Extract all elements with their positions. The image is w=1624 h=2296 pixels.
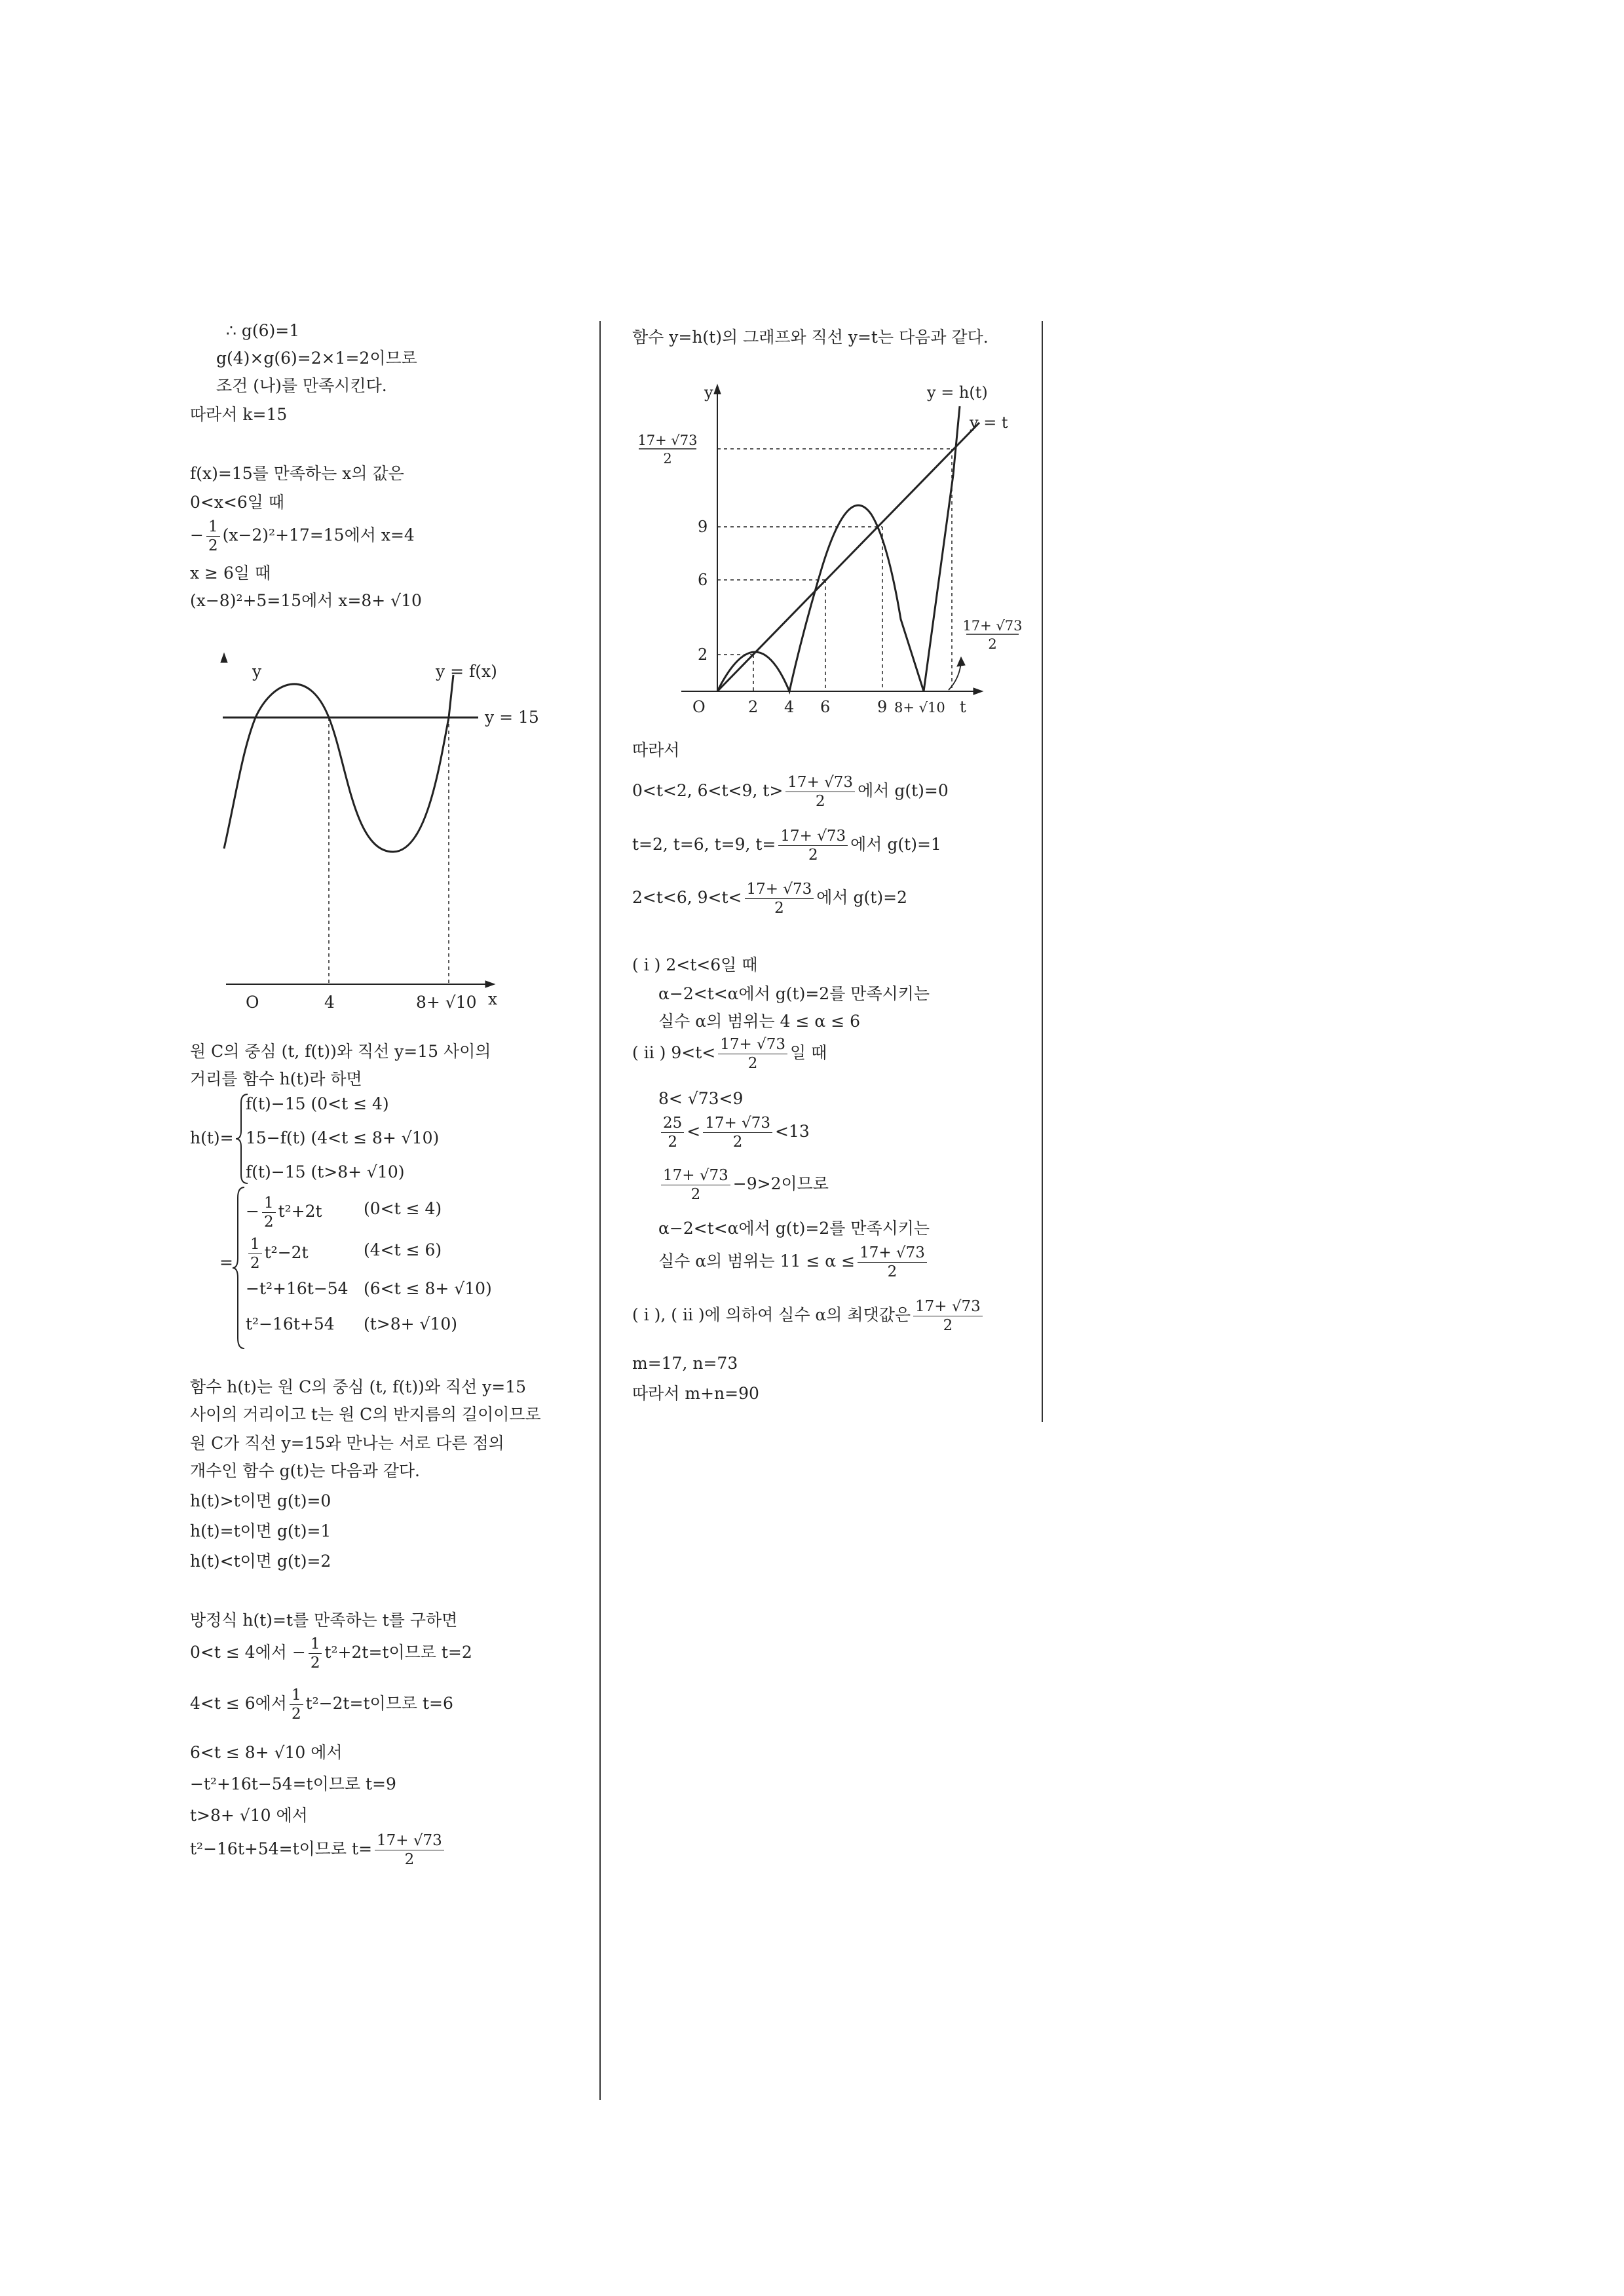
- curve-f-of-x: [224, 675, 453, 852]
- piece-line: −t²+16t−54: [246, 1279, 349, 1298]
- y-tick-label: 17+ √73: [637, 432, 698, 448]
- origin-label: O: [692, 698, 706, 716]
- graph-f-of-x: [190, 652, 583, 1019]
- text-line: t>8+ √10 에서: [190, 1806, 308, 1825]
- minus-sign: −: [190, 526, 204, 545]
- equation-line: 2<t<6, 9<t< $\frac{17+ √73}{2}$ 에서 g(t)=2: [632, 881, 907, 917]
- curve-label: y = f(x): [436, 662, 497, 681]
- piece-line: f(t)−15 (0<t ≤ 4): [246, 1094, 389, 1113]
- text-line: 거리를 함수 h(t)라 하면: [190, 1069, 362, 1088]
- text-line: h(t)=t이면 g(t)=1: [190, 1521, 331, 1540]
- piece-line: 15−f(t) (4<t ≤ 8+ √10): [246, 1128, 440, 1147]
- equation-line: ( ii ) 9<t< $\frac{17+ √73}{2}$ 일 때: [632, 1036, 827, 1072]
- x-tick-label: 6: [820, 698, 831, 716]
- column-divider: [1042, 321, 1043, 1422]
- equals-sign: =: [219, 1253, 233, 1272]
- text-line: 방정식 h(t)=t를 만족하는 t를 구하면: [190, 1611, 458, 1630]
- equation-line: $\frac{25}{2}$ < $\frac{17+ √73}{2}$ <13: [658, 1114, 810, 1151]
- y-tick-label: 2: [663, 451, 672, 467]
- text-line: (x−8)²+5=15에서 x=8+ √10: [190, 591, 422, 610]
- x-axis-arrow: [973, 688, 983, 695]
- equation-line: 4<t ≤ 6에서 $\frac{1}{2}$ t²−2t=t이므로 t=6: [190, 1687, 453, 1723]
- equation-text: (x−2)²+17=15에서 x=4: [222, 526, 415, 545]
- text-line: 조건 (나)를 만족시킨다.: [216, 376, 387, 395]
- text-line: α−2<t<α에서 g(t)=2를 만족시키는: [658, 1219, 930, 1238]
- x-axis-label: t: [960, 698, 966, 716]
- origin-label: O: [246, 993, 259, 1012]
- text-line: 함수 h(t)는 원 C의 중심 (t, f(t))와 직선 y=15: [190, 1377, 527, 1396]
- piece-line: t²−16t+54: [246, 1314, 335, 1333]
- line-y-t: [717, 423, 979, 691]
- text-line: ∴ g(6)=1: [226, 321, 300, 340]
- line-label: y = 15: [485, 708, 539, 727]
- equation-line: 실수 α의 범위는 11 ≤ α ≤ $\frac{17+ √73}{2}$: [658, 1244, 930, 1281]
- text-line: 사이의 거리이고 t는 원 C의 반지름의 길이이므로: [190, 1405, 541, 1424]
- left-brace: [233, 1186, 246, 1350]
- text-line: h(t)<t이면 g(t)=2: [190, 1552, 331, 1571]
- text-line: 0<x<6일 때: [190, 493, 285, 512]
- text-line: α−2<t<α에서 g(t)=2를 만족시키는: [658, 984, 930, 1003]
- piece-line: f(t)−15 (t>8+ √10): [246, 1162, 405, 1181]
- x-tick-label: 9: [877, 698, 888, 716]
- text-line: 원 C의 중심 (t, f(t))와 직선 y=15 사이의: [190, 1042, 491, 1061]
- piece-line: − $\frac{1}{2}$ t²+2t: [246, 1195, 322, 1231]
- x-tick-label: 2: [748, 698, 759, 716]
- text-line: 실수 α의 범위는 4 ≤ α ≤ 6: [658, 1012, 860, 1031]
- y-axis-arrow: [714, 385, 721, 394]
- y-tick-label: 2: [698, 645, 708, 664]
- y-tick-label: 9: [698, 518, 708, 536]
- line-label: y = t: [970, 413, 1008, 432]
- y-axis-arrow: [221, 653, 227, 662]
- text-line: f(x)=15를 만족하는 x의 값은: [190, 464, 404, 483]
- x-tick-label: 4: [784, 698, 795, 716]
- text-line: 따라서 m+n=90: [632, 1384, 759, 1403]
- piece-condition: (t>8+ √10): [364, 1314, 458, 1333]
- text-line: 따라서: [632, 740, 680, 759]
- equation-line: 0<t ≤ 4에서 − $\frac{1}{2}$ t²+2t=t이므로 t=2: [190, 1636, 472, 1672]
- x-axis-label: x: [488, 989, 498, 1008]
- column-divider: [599, 321, 601, 2100]
- equation-line: ( i ), ( ii )에 의하여 실수 α의 최댓값은 $\frac{17+ √73}{2}$: [632, 1297, 985, 1335]
- tick-label: 8+ √10: [416, 993, 477, 1012]
- h-lhs: h(t)=: [190, 1128, 234, 1147]
- annotation-label: 17+ √73: [962, 618, 1023, 634]
- y-axis-label: y: [704, 383, 713, 402]
- text-line: h(t)>t이면 g(t)=0: [190, 1491, 331, 1510]
- text-line: 8< √73<9: [658, 1089, 744, 1108]
- equation-line: 0<t<2, 6<t<9, t> $\frac{17+ √73}{2}$ 에서 g(t)=0: [632, 774, 949, 810]
- piece-condition: (4<t ≤ 6): [364, 1240, 442, 1259]
- text-line: 6<t ≤ 8+ √10 에서: [190, 1743, 343, 1762]
- curve-label: y = h(t): [927, 383, 988, 402]
- text-line: 원 C가 직선 y=15와 만나는 서로 다른 점의: [190, 1434, 504, 1453]
- equation-line: [190, 518, 415, 555]
- text-line: ( i ) 2<t<6일 때: [632, 955, 758, 974]
- text-line: 함수 y=h(t)의 그래프와 직선 y=t는 다음과 같다.: [632, 328, 989, 347]
- piece-condition: (0<t ≤ 4): [364, 1199, 442, 1218]
- tick-label: 4: [324, 993, 335, 1012]
- x-tick-label: 8+ √10: [894, 700, 945, 716]
- annotation-label: 2: [988, 636, 997, 652]
- y-tick-label: 6: [698, 571, 708, 589]
- fraction: $\frac{1}{2}$: [206, 518, 220, 555]
- piece-line: $\frac{1}{2}$ t²−2t: [246, 1235, 309, 1272]
- equation-line: $\frac{17+ √73}{2}$ −9>2이므로: [658, 1166, 829, 1204]
- text-line: m=17, n=73: [632, 1354, 738, 1373]
- graph-h-of-t: [626, 383, 1032, 731]
- equation-line: t=2, t=6, t=9, t= $\frac{17+ √73}{2}$ 에서 g(t)=1: [632, 828, 941, 864]
- annotation-arrowhead: [957, 657, 965, 666]
- piece-condition: (6<t ≤ 8+ √10): [364, 1279, 492, 1298]
- equation-line: t²−16t+54=t이므로 t= $\frac{17+ √73}{2}$: [190, 1831, 447, 1869]
- text-line: −t²+16t−54=t이므로 t=9: [190, 1774, 396, 1793]
- text-line: x ≥ 6일 때: [190, 564, 271, 583]
- y-axis-label: y: [252, 662, 262, 681]
- text-line: g(4)×g(6)=2×1=2이므로: [216, 349, 417, 368]
- text-line: 개수인 함수 g(t)는 다음과 같다.: [190, 1461, 420, 1480]
- x-axis-arrow: [485, 981, 495, 987]
- text-line: 따라서 k=15: [190, 405, 288, 424]
